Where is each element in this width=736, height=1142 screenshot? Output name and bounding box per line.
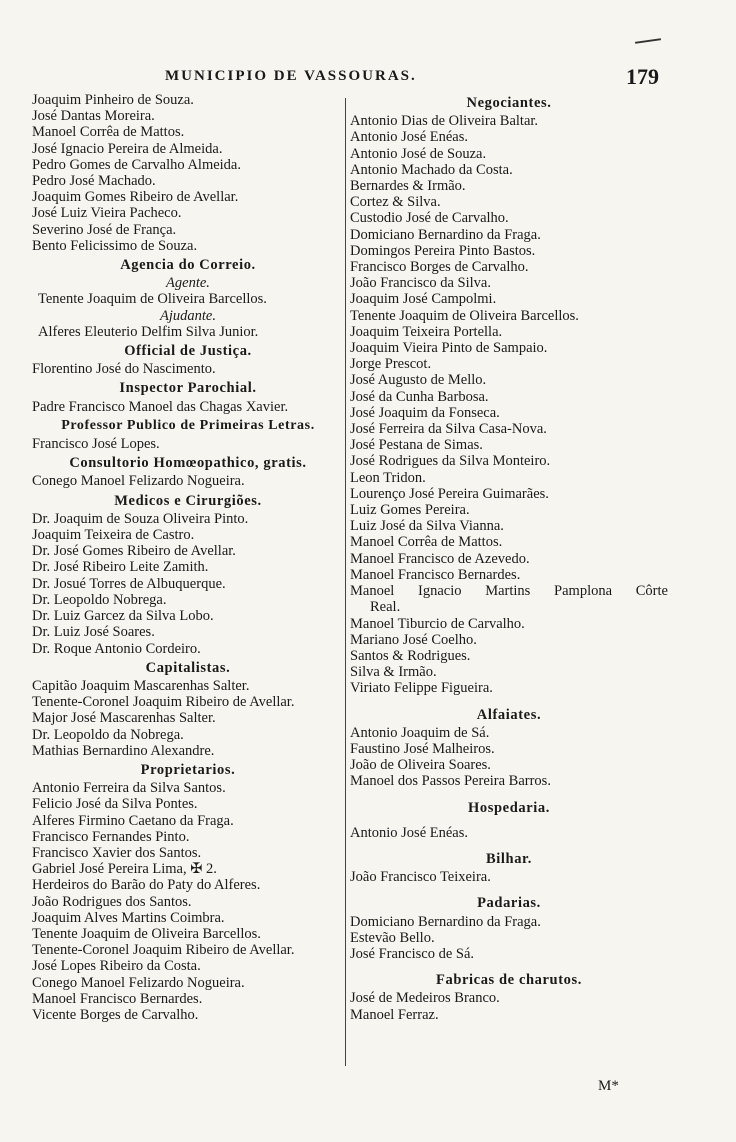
list-item: Domiciano Bernardino da Fraga. <box>350 226 541 243</box>
list-item: Cortez & Silva. <box>350 194 441 211</box>
list-item: Vicente Borges de Carvalho. <box>32 1006 199 1023</box>
list-item: José Dantas Moreira. <box>32 108 155 125</box>
list-item: Domiciano Bernardino da Fraga. <box>350 913 541 930</box>
list-item: Major José Mascarenhas Salter. <box>32 710 216 727</box>
list-item: Tenente-Coronel Joaquim Ribeiro de Avellar. <box>32 942 295 959</box>
column-divider <box>345 98 346 1066</box>
list-item: Conego Manoel Felizardo Nogueira. <box>32 473 245 490</box>
list-item: Pedro José Machado. <box>32 173 156 190</box>
list-item: José Ferreira da Silva Casa-Nova. <box>350 421 547 438</box>
list-item: Gabriel José Pereira Lima, ✠ 2. <box>32 861 217 878</box>
list-item: Tenente Joaquim de Oliveira Barcellos. <box>32 925 261 942</box>
section-heading: Padarias. <box>477 895 541 912</box>
list-item: Luiz José da Silva Vianna. <box>350 518 504 535</box>
left-column <box>32 92 344 1023</box>
list-item: José Joaquim da Fonseca. <box>350 404 500 421</box>
list-item: João Rodrigues dos Santos. <box>32 893 192 910</box>
section-heading: Professor Publico de Primeiras Letras. <box>61 417 315 433</box>
list-item: Felicio José da Silva Pontes. <box>32 796 198 813</box>
running-title: MUNICIPIO DE VASSOURAS. <box>165 68 417 84</box>
list-item: Manoel Tiburcio de Carvalho. <box>350 615 525 632</box>
list-item: José Pestana de Simas. <box>350 437 483 454</box>
section-heading: Hospedaria. <box>468 799 550 816</box>
entry-continuation: Real. <box>370 599 401 616</box>
list-item: Conego Manoel Felizardo Nogueira. <box>32 974 245 991</box>
list-item: Joaquim Gomes Ribeiro de Avellar. <box>32 189 239 206</box>
list-item: João de Oliveira Soares. <box>350 757 491 774</box>
justica-list <box>32 361 344 377</box>
list-item: Manoel Francisco de Azevedo. <box>350 550 530 567</box>
section-heading: Official de Justiça. <box>124 343 252 360</box>
list-item: José Luiz Vieira Pacheco. <box>32 205 182 222</box>
list-item: Jorge Prescot. <box>350 356 432 373</box>
signature-mark: M* <box>598 1078 619 1094</box>
list-item: Estevão Bello. <box>350 929 435 946</box>
consultorio-list <box>32 473 344 489</box>
section-heading: Medicos e Cirurgiões. <box>114 492 262 509</box>
list-item: Padre Francisco Manoel das Chagas Xavier. <box>32 398 289 415</box>
list-item: Faustino José Malheiros. <box>350 740 495 757</box>
list-item: José Ignacio Pereira de Almeida. <box>32 140 223 157</box>
list-item: Manoel Ferraz. <box>350 1006 439 1023</box>
list-item: Severino José de França. <box>32 221 177 238</box>
right-column <box>350 92 668 1023</box>
section-heading: Negociantes. <box>466 95 552 111</box>
list-item: Alferes Firmino Caetano da Fraga. <box>32 812 234 829</box>
list-item: Francisco Borges de Carvalho. <box>350 259 529 276</box>
list-item: João Francisco da Silva. <box>350 275 491 292</box>
list-item: Mathias Bernardino Alexandre. <box>32 742 215 759</box>
list-item: José da Cunha Barbosa. <box>350 388 489 405</box>
list-item: Santos & Rodrigues. <box>350 647 471 664</box>
list-item: Joaquim Teixeira Portella. <box>350 323 503 340</box>
list-item: Antonio José Enéas. <box>350 129 468 146</box>
section-heading: Fabricas de charutos. <box>436 972 582 989</box>
list-item: Dr. Leopoldo da Nobrega. <box>32 726 184 743</box>
list-item: Antonio José Enéas. <box>350 824 468 841</box>
list-item: Dr. Luiz José Soares. <box>32 624 155 641</box>
opening-names-list <box>32 92 344 254</box>
list-item: Joaquim Vieira Pinto de Sampaio. <box>350 340 548 357</box>
ink-mark <box>635 38 661 44</box>
list-item: Francisco Xavier dos Santos. <box>32 844 202 861</box>
hospedaria-list <box>350 825 668 841</box>
list-item: Dr. Joaquim de Souza Oliveira Pinto. <box>32 510 249 527</box>
list-item: Antonio Joaquim de Sá. <box>350 724 490 741</box>
list-item: Tenente-Coronel Joaquim Ribeiro de Avellar. <box>32 694 295 711</box>
list-item: Bernardes & Irmão. <box>350 178 466 195</box>
list-item: Manoel Francisco Bernardes. <box>350 566 521 583</box>
list-item: Florentino José do Nascimento. <box>32 361 216 378</box>
list-item: Antonio José de Souza. <box>350 145 487 162</box>
role-label: Agente. <box>166 275 210 292</box>
list-item: Joaquim Alves Martins Coimbra. <box>32 909 225 926</box>
list-item: José de Medeiros Branco. <box>350 990 500 1007</box>
negociantes-list <box>350 113 668 583</box>
justified-entry <box>350 583 668 599</box>
list-item: José Augusto de Mello. <box>350 372 487 389</box>
list-item: Manoel Corrêa de Mattos. <box>32 124 185 141</box>
entry-word: Manoel <box>350 583 395 600</box>
list-item: Dr. Roque Antonio Cordeiro. <box>32 640 201 657</box>
list-item: Herdeiros do Barão do Paty do Alferes. <box>32 877 261 894</box>
list-item: Joaquim Pinheiro de Souza. <box>32 92 194 108</box>
list-item: Dr. Josué Torres de Albuquerque. <box>32 575 226 592</box>
negociantes-list-cont <box>350 616 668 697</box>
list-item: Domingos Pereira Pinto Bastos. <box>350 242 536 259</box>
list-item: Tenente Joaquim de Oliveira Barcellos. <box>350 307 579 324</box>
medicos-list <box>32 511 344 657</box>
alfaiates-list <box>350 725 668 790</box>
list-item: Francisco José Lopes. <box>32 436 160 453</box>
proprietarios-list <box>32 780 344 1023</box>
section-heading: Agencia do Correio. <box>120 257 256 274</box>
list-item: Mariano José Coelho. <box>350 631 477 648</box>
bilhar-list <box>350 869 668 885</box>
list-item: Antonio Dias de Oliveira Baltar. <box>350 113 539 130</box>
list-item: Dr. José Ribeiro Leite Zamith. <box>32 559 209 576</box>
capitalistas-list <box>32 678 344 759</box>
list-item: Dr. Leopoldo Nobrega. <box>32 591 167 608</box>
list-item: José Rodrigues da Silva Monteiro. <box>350 453 551 470</box>
section-heading: Inspector Parochial. <box>119 380 257 397</box>
list-item: Luiz Gomes Pereira. <box>350 502 470 519</box>
section-heading: Bilhar. <box>486 850 532 867</box>
section-heading: Consultorio Homœopathico, gratis. <box>69 455 307 472</box>
list-item: Joaquim Teixeira de Castro. <box>32 527 195 544</box>
inspector-list <box>32 399 344 415</box>
role-label: Ajudante. <box>160 307 216 324</box>
list-item: Francisco Fernandes Pinto. <box>32 828 190 845</box>
list-item: Manoel dos Passos Pereira Barros. <box>350 773 551 790</box>
padarias-list <box>350 914 668 963</box>
ajudante-name: Alferes Eleuterio Delfim Silva Junior. <box>38 323 259 340</box>
page-number: 179 <box>626 64 659 89</box>
list-item: Dr. José Gomes Ribeiro de Avellar. <box>32 543 236 560</box>
list-item: Dr. Luiz Garcez da Silva Lobo. <box>32 608 214 625</box>
entry-word: Côrte <box>635 583 668 600</box>
entry-word: Ignacio <box>418 583 462 600</box>
list-item: Manoel Francisco Bernardes. <box>32 990 203 1007</box>
section-heading: Capitalistas. <box>145 659 231 676</box>
list-item: José Lopes Ribeiro da Costa. <box>32 958 201 975</box>
list-item: Capitão Joaquim Mascarenhas Salter. <box>32 677 250 694</box>
entry-word: Martins <box>485 583 531 600</box>
list-item: Manoel Corrêa de Mattos. <box>350 534 503 551</box>
list-item: Viriato Felippe Figueira. <box>350 680 493 697</box>
list-item: Custodio José de Carvalho. <box>350 210 509 227</box>
charutos-list <box>350 990 668 1022</box>
section-heading: Alfaiates. <box>476 706 542 723</box>
list-item: João Francisco Teixeira. <box>350 869 491 886</box>
page-header <box>0 64 736 92</box>
list-item: Lourenço José Pereira Guimarães. <box>350 485 549 502</box>
list-item: Pedro Gomes de Carvalho Almeida. <box>32 156 241 173</box>
list-item: Antonio Machado da Costa. <box>350 161 513 178</box>
section-heading: Proprietarios. <box>140 761 236 778</box>
list-item: Leon Tridon. <box>350 469 426 486</box>
list-item: Antonio Ferreira da Silva Santos. <box>32 780 226 797</box>
agente-name: Tenente Joaquim de Oliveira Barcellos. <box>38 291 267 308</box>
list-item: José Francisco de Sá. <box>350 945 475 962</box>
list-item: Silva & Irmão. <box>350 664 437 681</box>
list-item: Joaquim José Campolmi. <box>350 291 497 308</box>
list-item: Bento Felicissimo de Souza. <box>32 237 198 254</box>
entry-word: Pamplona <box>554 583 613 600</box>
professor-list <box>32 436 344 452</box>
